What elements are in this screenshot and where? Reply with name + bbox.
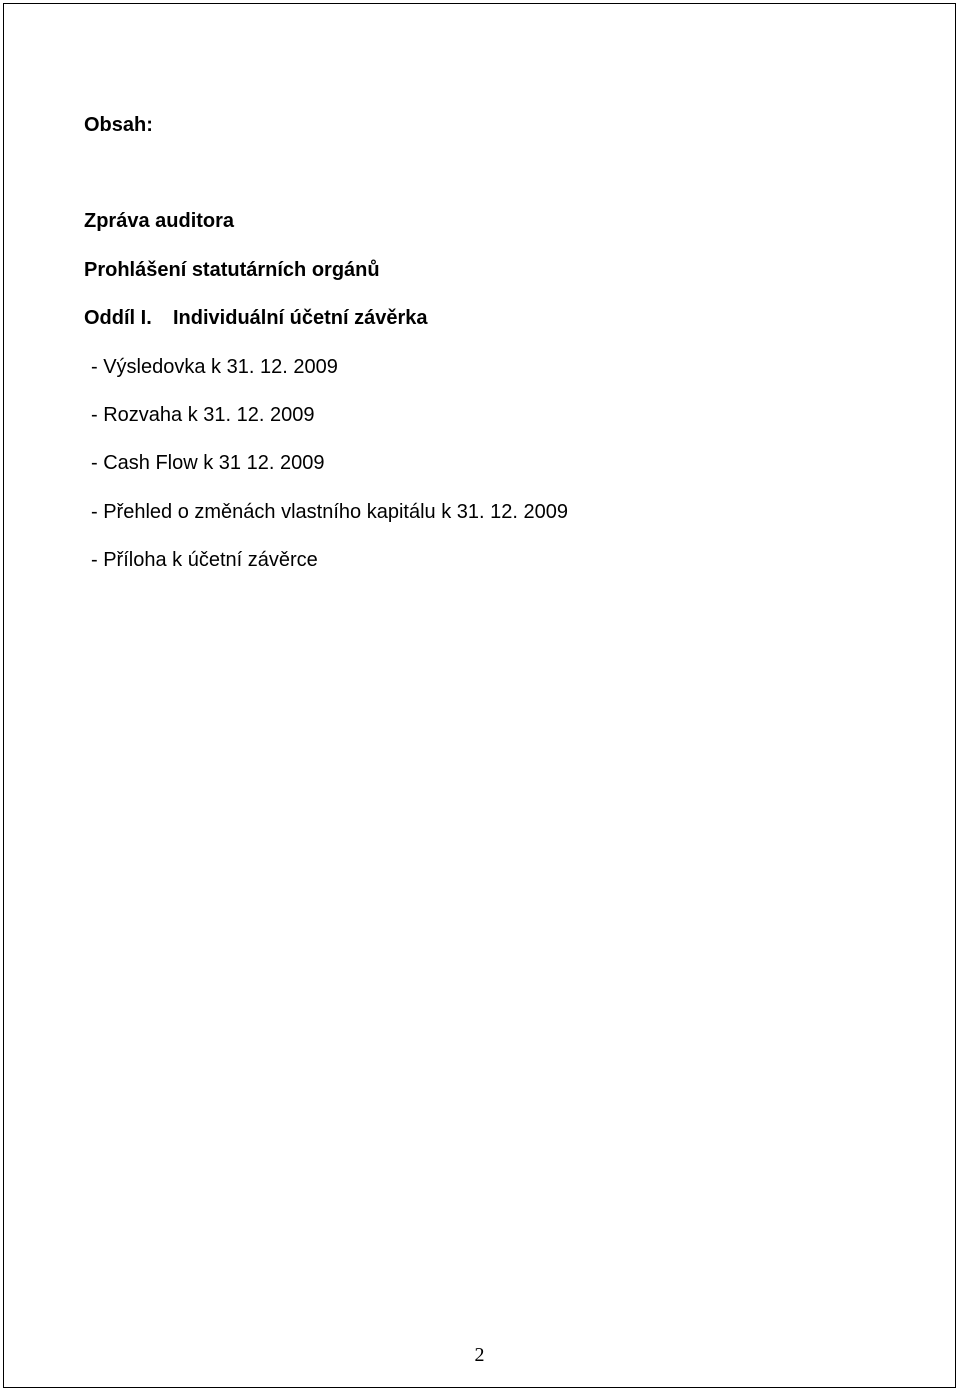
page-number: 2 bbox=[474, 1344, 485, 1366]
part-number: Oddíl I. bbox=[84, 307, 152, 329]
document-page bbox=[3, 3, 956, 1388]
toc-item-balance-sheet: - Rozvaha k 31. 12. 2009 bbox=[91, 404, 315, 426]
part-name: Individuální účetní závěrka bbox=[173, 307, 428, 329]
toc-item-notes: - Příloha k účetní závěrce bbox=[91, 549, 318, 571]
toc-item-equity-changes: - Přehled o změnách vlastního kapitálu k 31. 12. 2009 bbox=[91, 501, 568, 523]
toc-item-income-statement: - Výsledovka k 31. 12. 2009 bbox=[91, 356, 338, 378]
part-heading bbox=[84, 308, 428, 328]
page-title: Obsah: bbox=[84, 114, 153, 136]
section-auditor-report: Zpráva auditora bbox=[84, 210, 235, 232]
section-statutory-declaration: Prohlášení statutárních orgánů bbox=[84, 259, 380, 281]
toc-item-cash-flow: - Cash Flow k 31 12. 2009 bbox=[91, 452, 325, 474]
